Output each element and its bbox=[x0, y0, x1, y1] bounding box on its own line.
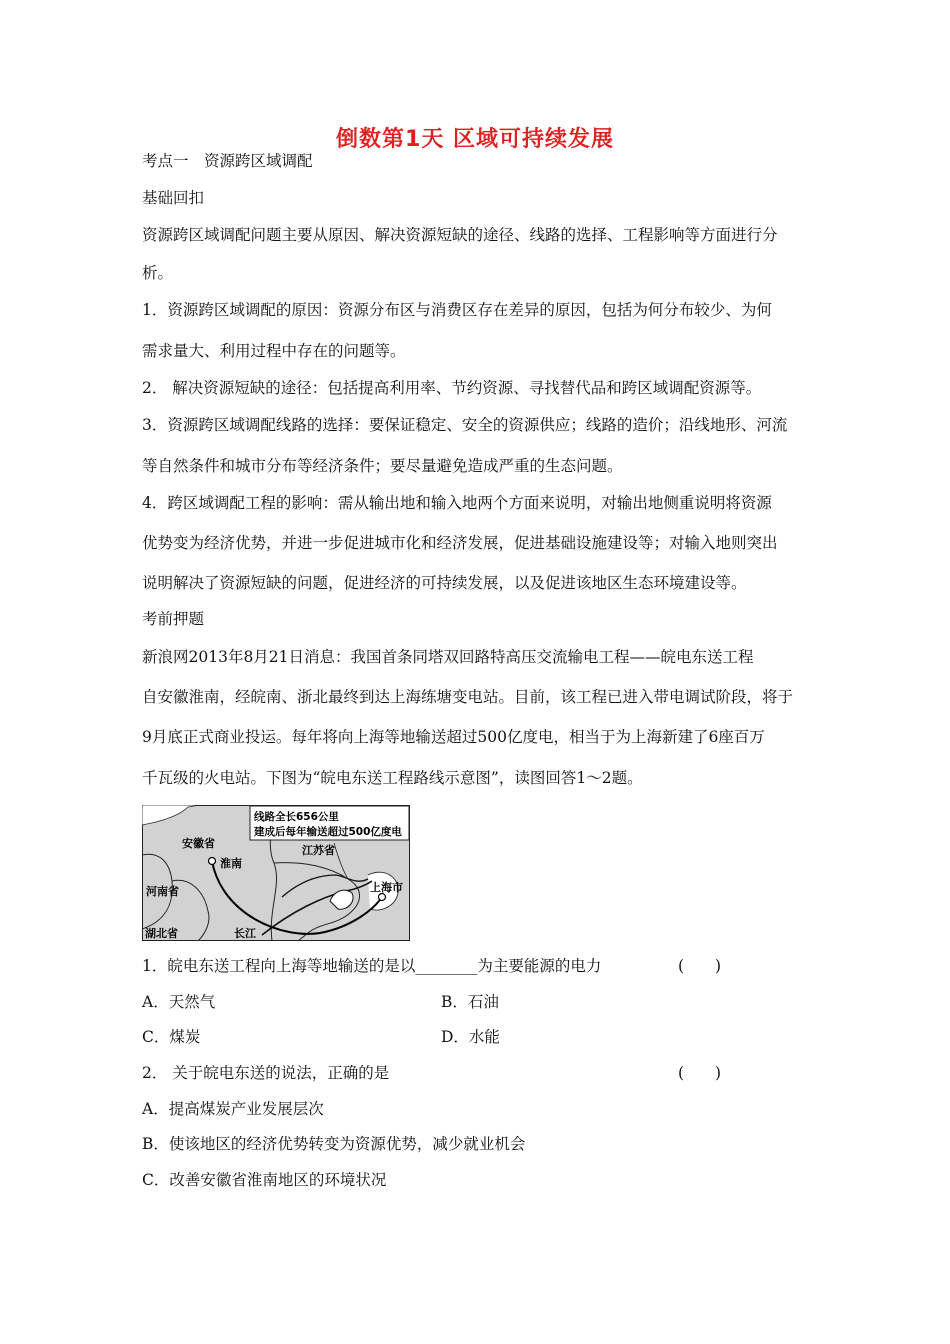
q1-option-d: D．水能 bbox=[441, 1028, 500, 1046]
map-box-line-2: 建成后每年输送超过500亿度电 bbox=[254, 826, 402, 838]
subheading-practice: 考前押题 bbox=[142, 610, 205, 628]
page-title: 倒数第1天 区域可持续发展 bbox=[336, 127, 614, 152]
label-shanghai: 上海市 bbox=[370, 881, 403, 894]
item-4-line-2: 优势变为经济优势，并进一步促进城市化和经济发展，促进基础设施建设等；对输入地则突出 bbox=[142, 534, 778, 552]
item-1-line-1: 1．资源跨区域调配的原因：资源分布区与消费区存在差异的原因，包括为何分布较少、为何 bbox=[142, 301, 772, 319]
q2-option-c: C．改善安徽省淮南地区的环境状况 bbox=[142, 1171, 387, 1189]
label-jiangsu: 江苏省 bbox=[302, 844, 335, 857]
q1-option-a: A．天然气 bbox=[142, 993, 216, 1011]
question-2-stem: 2． 关于皖电东送的说法，正确的是 bbox=[142, 1064, 390, 1082]
q1-option-b: B．石油 bbox=[441, 993, 499, 1011]
intro-line-2: 析。 bbox=[142, 264, 174, 282]
subheading-basics: 基础回扣 bbox=[142, 189, 205, 207]
intro-line-1: 资源跨区域调配问题主要从原因、解决资源短缺的途径、线路的选择、工程影响等方面进行分 bbox=[142, 226, 778, 244]
label-huainan: 淮南 bbox=[220, 857, 242, 870]
passage-line-3: 9月底正式商业投运。每年将向上海等地输送超过500亿度电，相当于为上海新建了6座百万 bbox=[142, 728, 765, 746]
item-4-line-1: 4．跨区域调配工程的影响：需从输出地和输入地两个方面来说明，对输出地侧重说明将资源 bbox=[142, 494, 772, 512]
q1-option-c: C．煤炭 bbox=[142, 1028, 201, 1046]
passage-line-2: 自安徽淮南，经皖南、浙北最终到达上海练塘变电站。目前，该工程已进入带电调试阶段，将于 bbox=[142, 688, 794, 706]
section-heading: 考点一 资源跨区域调配 bbox=[142, 152, 313, 170]
item-1-line-2: 需求量大、利用过程中存在的问题等。 bbox=[142, 342, 406, 360]
q2-option-b: B．使该地区的经济优势转变为资源优势，减少就业机会 bbox=[142, 1135, 526, 1153]
q2-option-a: A．提高煤炭产业发展层次 bbox=[142, 1100, 324, 1118]
label-changjiang: 长江 bbox=[234, 927, 256, 940]
item-3-line-1: 3．资源跨区域调配线路的选择：要保证稳定、安全的资源供应；线路的造价；沿线地形、河流 bbox=[142, 416, 788, 434]
label-anhui: 安徽省 bbox=[182, 837, 215, 850]
label-henan: 河南省 bbox=[146, 885, 179, 898]
item-2-line-1: 2． 解决资源短缺的途径：包括提高利用率、节约资源、寻找替代品和跨区域调配资源等。 bbox=[142, 379, 762, 397]
item-3-line-2: 等自然条件和城市分布等经济条件；要尽量避免造成严重的生态问题。 bbox=[142, 457, 623, 475]
item-4-line-3: 说明解决了资源短缺的问题，促进经济的可持续发展，以及促进该地区生态环境建设等。 bbox=[142, 574, 747, 592]
passage-line-1: 新浪网2013年8月21日消息：我国首条同塔双回路特高压交流输电工程——皖电东送工程 bbox=[142, 648, 754, 666]
question-1-answer-bracket: ( ) bbox=[678, 957, 722, 975]
label-hubei: 湖北省 bbox=[145, 927, 178, 940]
route-map bbox=[142, 805, 410, 941]
question-1-stem: 1．皖电东送工程向上海等地输送的是以________为主要能源的电力 bbox=[142, 957, 602, 975]
passage-line-4: 千瓦级的火电站。下图为“皖电东送工程路线示意图”，读图回答1～2题。 bbox=[142, 769, 643, 787]
question-2-answer-bracket: ( ) bbox=[678, 1064, 722, 1082]
map-box-line-1: 线路全长656公里 bbox=[254, 811, 339, 823]
